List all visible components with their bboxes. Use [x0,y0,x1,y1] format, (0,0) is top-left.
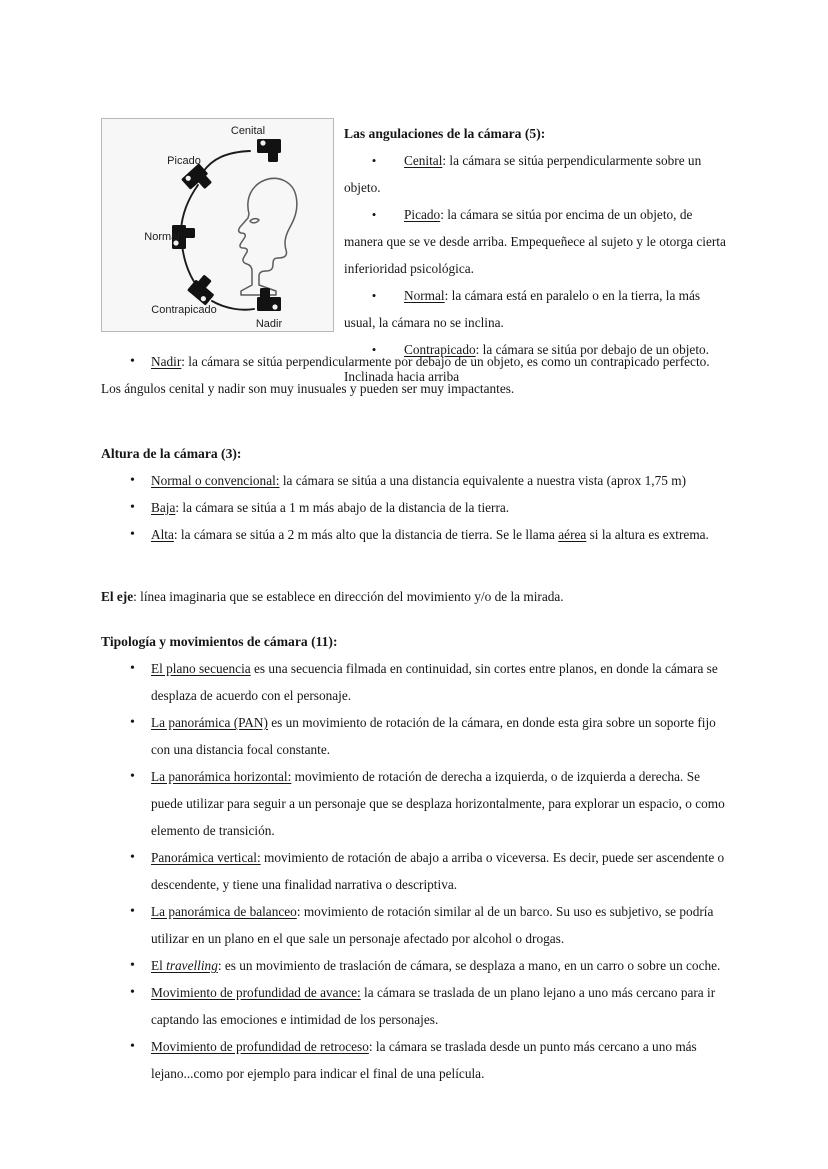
term-plano-secuencia: El plano secuencia [151,661,251,676]
list-item [101,763,729,844]
list-item [101,494,729,521]
term-normal: Normal [404,288,445,303]
bullet-icon: • [371,153,377,168]
section-altura [101,440,729,548]
term-cenital: Cenital [404,153,443,168]
figure-label-cenital: Cenital [230,125,266,137]
list-item [101,709,729,763]
section-eje [101,583,729,610]
item-text-panoramica-pan: es un movimiento de rotación de la cámara, en donde esta gira sobre un soporte fijo con una distancia focal constante. [151,715,716,757]
section-heading-tipologia: Tipología y movimientos de cámara (11): [101,634,338,649]
term-panoramica-pan: La panorámica (PAN) [151,715,268,730]
bullet-icon: • [371,342,377,357]
list-item [344,282,729,336]
term-profundidad-avance: Movimiento de profundidad de avance: [151,985,361,1000]
section-heading-angulaciones: Las angulaciones de la cámara (5): [344,126,546,141]
term-normal-convencional: Normal o convencional: [151,473,280,488]
item-text-baja: : la cámara se sitúa a 1 m más abajo de la distancia de la tierra. [175,500,510,515]
figure-label-contrapicado: Contrapicado [151,304,217,316]
term-alta: Alta [151,527,174,542]
nadir-list [101,348,729,375]
item-text-travelling: : es un movimiento de traslación de cámara, se desplaza a mano, en un carro o sobre un coche. [217,958,721,973]
section-tipologia [101,628,729,1087]
list-item [101,844,729,898]
term-panoramica-horizontal: La panorámica horizontal: [151,769,292,784]
list-item [101,979,729,1033]
nadir-block [101,348,729,402]
term-picado: Picado [404,207,441,222]
list-item [101,348,729,375]
item-text-normal-convencional: la cámara se sitúa a una distancia equivalente a nuestra vista (aprox 1,75 m) [279,473,687,488]
list-item [101,521,729,548]
list-item [344,147,729,201]
list-item [101,467,729,494]
term-contrapicado: Contrapicado [404,342,476,357]
item-text-cenital: : la cámara se sitúa perpendicularmente sobre un objeto. [344,153,702,195]
term-profundidad-retroceso: Movimiento de profundidad de retroceso [151,1039,369,1054]
item-text-picado: : la cámara se sitúa por encima de un objeto, de manera que se ve desde arriba. Empequeñece al sujeto y le otorga cierta inferioridad psicológica. [344,207,726,276]
item-text-panoramica-horizontal: movimiento de rotación de derecha a izquierda, o de izquierda a derecha. Se puede utilizar para seguir a un personaje que se desplaza horizontalmente, para explorar un espacio, o como elemento de transición. [151,769,725,838]
figure-label-normal: Normal [144,231,180,243]
figure-label-picado: Picado [167,155,201,167]
item-text-profundidad-retroceso: : la cámara se traslada desde un punto más cercano a uno más lejano...como por ejemplo para indicar el final de una película. [151,1039,697,1081]
item-text-nadir: : la cámara se sitúa perpendicularmente por debajo de un objeto, es como un contrapicado perfecto. [181,354,710,369]
term-panoramica-vertical: Panorámica vertical: [151,850,261,865]
tipologia-list [101,655,729,1087]
item-text-contrapicado: : la cámara se sitúa por debajo de un objeto. Inclinada hacia arriba [344,342,709,384]
term-nadir: Nadir [151,354,182,369]
bullet-icon: • [371,288,377,303]
eje-line [101,583,729,610]
list-item [344,201,729,282]
list-item [101,1033,729,1087]
term-travelling: travelling [166,958,218,973]
item-text-eje: : línea imaginaria que se establece en dirección del movimiento y/o de la mirada. [133,589,564,604]
list-item [101,952,729,979]
list-item [101,655,729,709]
closing-line: Los ángulos cenital y nadir son muy inusuales y pueden ser muy impactantes. [101,381,515,396]
section-heading-altura: Altura de la cámara (3): [101,446,242,461]
item-text-alta-after: si la altura es extrema. [586,527,709,542]
term-baja: Baja [151,500,176,515]
item-text-panoramica-balanceo: : movimiento de rotación similar al de un barco. Su uso es subjetivo, se podría utilizar en un plano en el que sale un personaje afectado por alcohol o drogas. [151,904,714,946]
camera-angles-diagram [101,118,334,332]
item-text-profundidad-avance: la cámara se traslada de un plano lejano a uno más cercano para ir captando las emociones e intimidad de los personajes. [151,985,716,1027]
altura-list [101,467,729,548]
item-text-panoramica-vertical: movimiento de rotación de abajo a arriba o viceversa. Es decir, puede ser ascendente o descendente, y tiene una finalidad narrativa o descriptiva. [151,850,725,892]
item-text-alta-before: : la cámara se sitúa a 2 m más alto que la distancia de tierra. Se le llama [173,527,559,542]
item-text-normal: : la cámara está en paralelo o en la tierra, la más usual, la cámara no se inclina. [344,288,701,330]
item-text-plano-secuencia: es una secuencia filmada en continuidad, sin cortes entre planos, en donde la cámara se desplaza de acuerdo con el personaje. [151,661,718,703]
camera-angles-svg [102,119,333,331]
bullet-icon: • [371,207,377,222]
term-aerea: aérea [558,527,587,542]
figure-label-nadir: Nadir [255,318,283,330]
term-travelling-prefix: El [151,958,167,973]
term-el-eje: El eje [101,589,134,604]
term-panoramica-balanceo: La panorámica de balanceo [151,904,297,919]
list-item [101,898,729,952]
